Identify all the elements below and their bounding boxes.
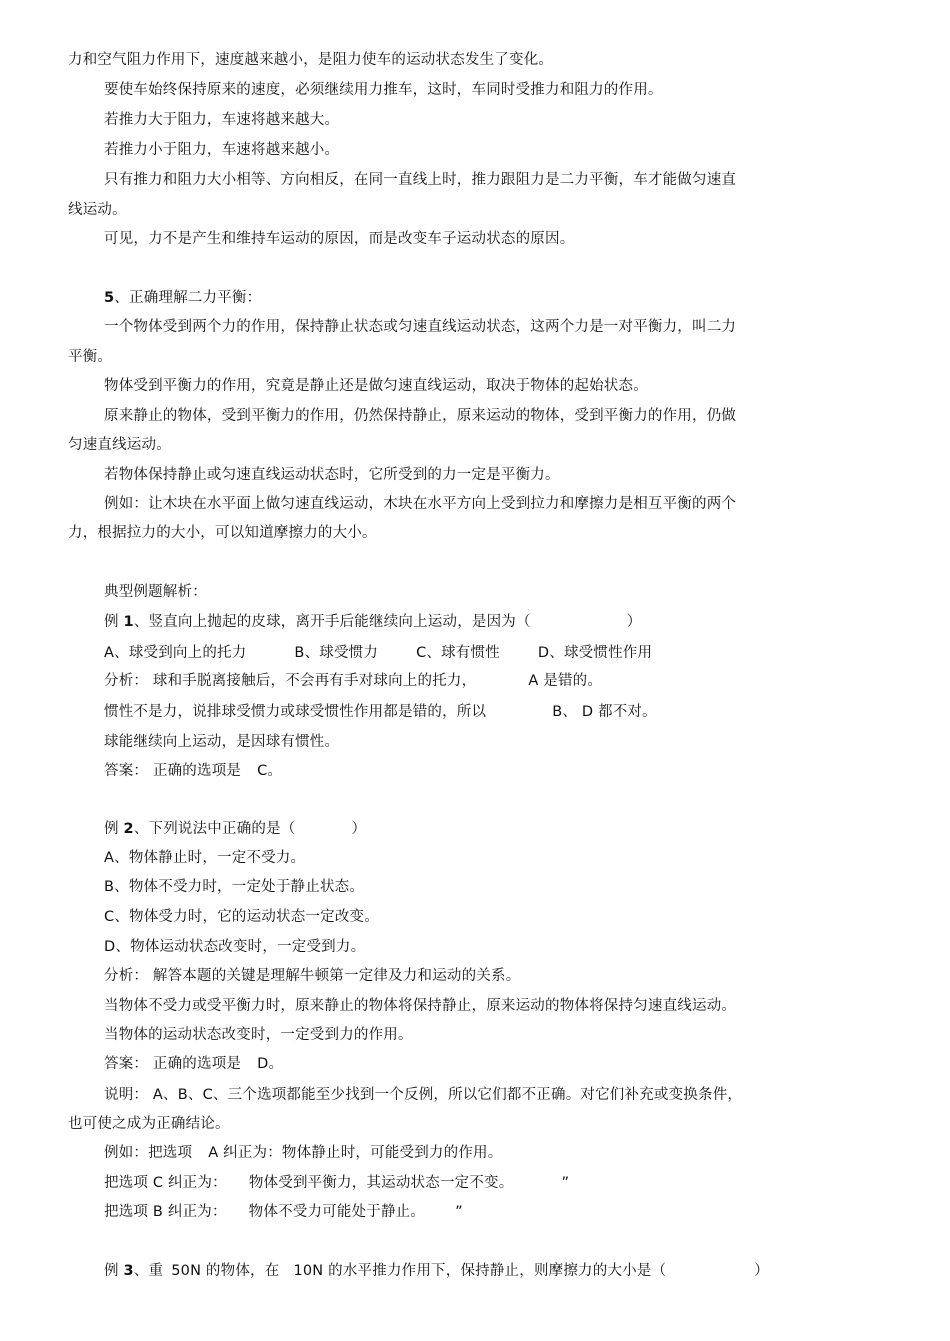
question-text: 、下列说法中正确的是（ (133, 821, 296, 837)
paragraph-line: 力和空气阻力作用下，速度越来越小，是阻力使车的运动状态发生了变化。 (68, 52, 554, 68)
example-2-analysis: 当物体的运动状态改变时，一定受到力的作用。 (104, 1027, 413, 1043)
option-c: C、物体受力时，它的运动状态一定改变。 (104, 909, 379, 925)
example-number: 1 (123, 614, 134, 630)
example-number: 3 (123, 1263, 134, 1279)
answer-value: D。 (257, 1056, 284, 1072)
example-2-note: 说明： A、B、C、三个选项都能至少找到一个反例，所以它们都不正确。对它们补充或变换条件， (104, 1087, 743, 1103)
example-prefix: 例 (104, 614, 124, 630)
example-3-question (104, 1261, 844, 1281)
option-d: D、球受惯性作用 (537, 645, 653, 661)
option-c: C、球有惯性 (416, 645, 500, 661)
quote-mark: ” (561, 1175, 570, 1191)
analysis-text: A 是错的。 (528, 673, 603, 689)
question-text: 10N 的水平推力作用下，保持静止，则摩擦力的大小是（ (293, 1263, 667, 1279)
example-1-options (104, 643, 844, 663)
correction-text: 把选项 B 纠正为： (104, 1204, 227, 1220)
option-b: B、球受惯力 (294, 645, 379, 661)
example-2-correction (104, 1143, 844, 1163)
question-close: ） (754, 1263, 769, 1279)
example-2-note: 也可使之成为正确结论。 (68, 1116, 230, 1132)
section-title: 、正确理解二力平衡： (114, 290, 262, 306)
answer-text: 答案： 正确的选项是 (104, 763, 242, 779)
example-2-correction (104, 1202, 844, 1222)
example-1-analysis: 球能继续向上运动，是因球有惯性。 (104, 734, 340, 750)
example-1-question (104, 612, 844, 632)
paragraph-line: 可见，力不是产生和维持车运动的原因，而是改变车子运动状态的原因。 (104, 231, 575, 247)
question-text: 50N 的物体，在 (171, 1263, 280, 1279)
example-2-correction (104, 1173, 844, 1193)
correction-text: A 纠正为：物体静止时，可能受到力的作用。 (208, 1145, 503, 1161)
paragraph-line: 物体受到平衡力的作用，究竟是静止还是做匀速直线运动，取决于物体的起始状态。 (104, 378, 648, 394)
section-number: 5 (104, 290, 115, 306)
option-d: D、物体运动状态改变时，一定受到力。 (104, 939, 366, 955)
example-1-analysis (104, 702, 844, 722)
example-2-question (104, 819, 844, 839)
option-a: A、物体静止时，一定不受力。 (104, 850, 306, 866)
correction-text: 物体受到平衡力，其运动状态一定不变。 (248, 1175, 514, 1191)
section-heading (104, 288, 844, 308)
analysis-text: B、 D 都不对。 (552, 704, 657, 720)
paragraph-line: 一个物体受到两个力的作用，保持静止状态或匀速直线运动状态，这两个力是一对平衡力，叫二力 (104, 319, 737, 335)
analysis-text: 惯性不是力，说排球受惯力或球受惯性作用都是错的，所以 (104, 704, 487, 720)
paragraph-line: 若推力大于阻力，车速将越来越大。 (104, 112, 340, 128)
paragraph-line: 若推力小于阻力，车速将越来越小。 (104, 142, 340, 158)
paragraph-line: 原来静止的物体，受到平衡力的作用，仍然保持静止，原来运动的物体，受到平衡力的作用，仍做 (104, 408, 737, 424)
example-1-analysis (104, 671, 844, 691)
example-2-analysis: 分析： 解答本题的关键是理解牛顿第一定律及力和运动的关系。 (104, 968, 521, 984)
paragraph-line: 要使车始终保持原来的速度，必须继续用力推车，这时，车同时受推力和阻力的作用。 (104, 82, 663, 98)
example-prefix: 例 (104, 821, 124, 837)
paragraph-line: 力，根据拉力的大小，可以知道摩擦力的大小。 (68, 525, 377, 541)
paragraph-line: 若物体保持静止或匀速直线运动状态时，它所受到的力一定是平衡力。 (104, 467, 560, 483)
option-b: B、物体不受力时，一定处于静止状态。 (104, 879, 365, 895)
example-2-answer (104, 1054, 844, 1074)
correction-text: 物体不受力可能处于静止。 (248, 1204, 426, 1220)
paragraph-line: 平衡。 (68, 349, 113, 365)
correction-text: 把选项 C 纠正为： (104, 1175, 227, 1191)
example-prefix: 例 (104, 1263, 124, 1279)
question-close: ） (626, 614, 642, 630)
paragraph-line: 线运动。 (68, 202, 127, 218)
question-text: 、竖直向上抛起的皮球，离开手后能继续向上运动，是因为（ (133, 614, 531, 630)
examples-heading: 典型例题解析： (104, 584, 207, 600)
paragraph-line: 匀速直线运动。 (68, 437, 171, 453)
example-1-answer (104, 761, 844, 781)
option-a: A、球受到向上的托力 (104, 645, 247, 661)
example-number: 2 (123, 821, 134, 837)
analysis-text: 分析： 球和手脱离接触后，不会再有手对球向上的托力， (104, 673, 477, 689)
paragraph-line: 只有推力和阻力大小相等、方向相反，在同一直线上时，推力跟阻力是二力平衡，车才能做匀速直 (104, 172, 737, 188)
quote-mark: ” (455, 1204, 463, 1220)
example-2-analysis: 当物体不受力或受平衡力时，原来静止的物体将保持静止，原来运动的物体将保持匀速直线运动。 (104, 998, 737, 1014)
answer-text: 答案： 正确的选项是 (104, 1056, 242, 1072)
answer-value: C。 (257, 763, 283, 779)
question-close: ） (351, 821, 367, 837)
question-text: 、重 (133, 1263, 164, 1279)
paragraph-line: 例如：让木块在水平面上做匀速直线运动，木块在水平方向上受到拉力和摩擦力是相互平衡的两个 (104, 496, 737, 512)
correction-text: 例如：把选项 (104, 1145, 193, 1161)
